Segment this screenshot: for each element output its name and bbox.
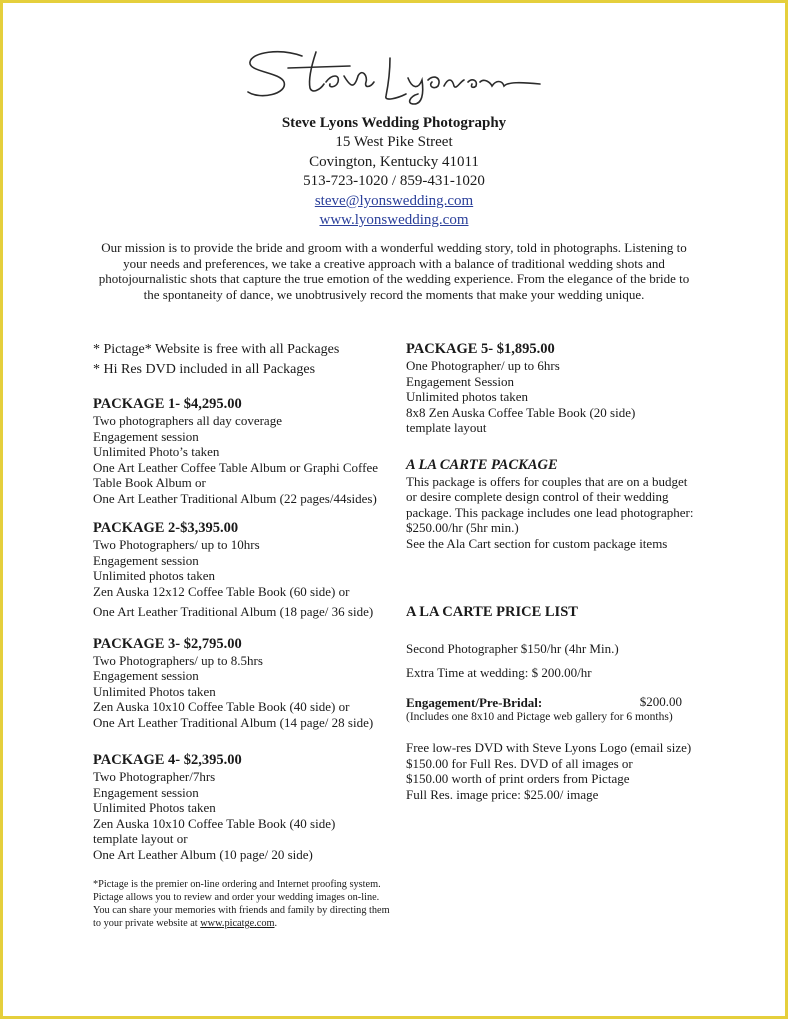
- second-photographer-price: Second Photographer $150/hr (4hr Min.): [406, 641, 619, 656]
- package-title: PACKAGE 2-$3,395.00: [93, 520, 239, 536]
- price-list-title: A LA CARTE PRICE LIST: [406, 604, 578, 620]
- package-line: Engagement session: [93, 428, 199, 444]
- right-column: [406, 340, 706, 802]
- mission-statement: Our mission is to provide the bride and groom with a wonderful wedding story, told in photographs. Listening to your needs and preferences, we take a creative approach with a balance of traditional wedding shots and photojournalistic shots that capture the true emotion of the wedding experience. From the elegance of the bride to the spontaneity of dance, we unobtrusively record the moments that make your wedding unique.: [98, 240, 690, 302]
- package-line: One Art Leather Traditional Album (22 pages/44sides): [93, 490, 377, 506]
- package-line: Unlimited Photo’s taken: [93, 444, 220, 459]
- package-line: Two photographers all day coverage: [93, 413, 282, 428]
- price-list: [406, 603, 706, 802]
- pictage-link[interactable]: www.picatge.com: [200, 918, 275, 929]
- package-line: Two Photographers/ up to 8.5hrs: [93, 652, 263, 668]
- engagement-price-row: [406, 694, 682, 710]
- a-la-carte-see-note: See the Ala Cart section for custom package items: [406, 535, 668, 551]
- package-line: One Photographer/ up to 6hrs: [406, 358, 560, 373]
- dvd-line: Full Res. image price: $25.00/ image: [406, 786, 599, 802]
- package-line: Unlimited photos taken: [93, 568, 216, 583]
- package-line: Two Photographer/7hrs: [93, 769, 216, 784]
- package-line: Engagement Session: [406, 373, 514, 389]
- business-name: Steve Lyons Wedding Photography: [281, 115, 507, 131]
- package-line: template layout or: [93, 831, 188, 846]
- package-line: Table Book Album or: [93, 475, 206, 490]
- pictage-footnote-end: .: [274, 918, 278, 929]
- package-2: [93, 519, 409, 620]
- engagement-label: Engagement/Pre-Bridal:: [406, 695, 543, 710]
- package-4: [93, 751, 409, 862]
- a-la-carte-package-text: This package is offers for couples that are on a budget or desire complete design control of their wedding package. This package includes one lead photographer: $250.00/hr (5hr min.): [406, 473, 694, 535]
- pictage-footnote: [93, 878, 393, 930]
- package-line: Zen Auska 12x12 Coffee Table Book (60 side) or: [93, 583, 350, 599]
- engagement-price: $200.00: [639, 694, 682, 709]
- package-title: PACKAGE 5- $1,895.00: [406, 341, 555, 357]
- package-line: Unlimited Photos taken: [93, 800, 216, 815]
- note-dvd: * Hi Res DVD included in all Packages: [93, 361, 316, 377]
- package-5: [406, 340, 706, 436]
- package-line: Unlimited photos taken: [406, 389, 529, 404]
- package-line: Engagement session: [93, 668, 199, 683]
- package-line: Zen Auska 10x10 Coffee Table Book (40 side): [93, 815, 336, 831]
- package-line: Two Photographers/ up to 10hrs: [93, 537, 260, 552]
- signature-logo: [240, 38, 550, 108]
- website-link[interactable]: www.lyonswedding.com: [319, 212, 469, 229]
- street-address: 15 West Pike Street: [335, 134, 453, 151]
- package-line: template layout: [406, 420, 487, 435]
- city-address: Covington, Kentucky 41011: [309, 153, 479, 170]
- dvd-line: $150.00 for Full Res. DVD of all images or: [406, 755, 633, 771]
- package-3: [93, 635, 409, 731]
- pictage-footnote-text: *Pictage is the premier on-line ordering and Internet proofing system. Pictage allows you to review and order your wedding images on-line. You can share your memories with friends and family by directing them to your private website at: [93, 879, 390, 929]
- package-1: [93, 395, 409, 506]
- email-link[interactable]: steve@lyonswedding.com: [314, 192, 474, 209]
- package-title: PACKAGE 1- $4,295.00: [93, 396, 242, 412]
- package-line: One Art Leather Coffee Table Album or Graphi Coffee: [93, 459, 379, 475]
- package-line: One Art Leather Traditional Album (18 page/ 36 side): [93, 604, 374, 619]
- package-title: PACKAGE 3- $2,795.00: [93, 635, 242, 652]
- dvd-line: $150.00 worth of print orders from Pictage: [406, 771, 630, 786]
- left-column: [93, 340, 409, 930]
- phone-numbers: 513-723-1020 / 859-431-1020: [303, 173, 485, 190]
- package-line: One Art Leather Album (10 page/ 20 side): [93, 846, 313, 862]
- dvd-line: Free low-res DVD with Steve Lyons Logo (email size): [406, 740, 692, 755]
- package-line: Engagement session: [93, 784, 199, 800]
- note-pictage: * Pictage* Website is free with all Packages: [93, 342, 340, 357]
- engagement-note: (Includes one 8x10 and Pictage web gallery for 6 months): [406, 711, 673, 723]
- package-line: Engagement session: [93, 552, 199, 568]
- package-line: Zen Auska 10x10 Coffee Table Book (40 side) or: [93, 699, 350, 714]
- a-la-carte-package: [406, 456, 706, 552]
- package-line: 8x8 Zen Auska Coffee Table Book (20 side): [406, 404, 636, 420]
- extra-time-price: Extra Time at wedding: $ 200.00/hr: [406, 664, 592, 680]
- package-line: Unlimited Photos taken: [93, 683, 216, 699]
- package-line: One Art Leather Traditional Album (14 page/ 28 side): [93, 714, 374, 730]
- letterhead: [0, 114, 788, 230]
- package-title: PACKAGE 4- $2,395.00: [93, 752, 242, 768]
- a-la-carte-package-title: A LA CARTE PACKAGE: [406, 456, 558, 473]
